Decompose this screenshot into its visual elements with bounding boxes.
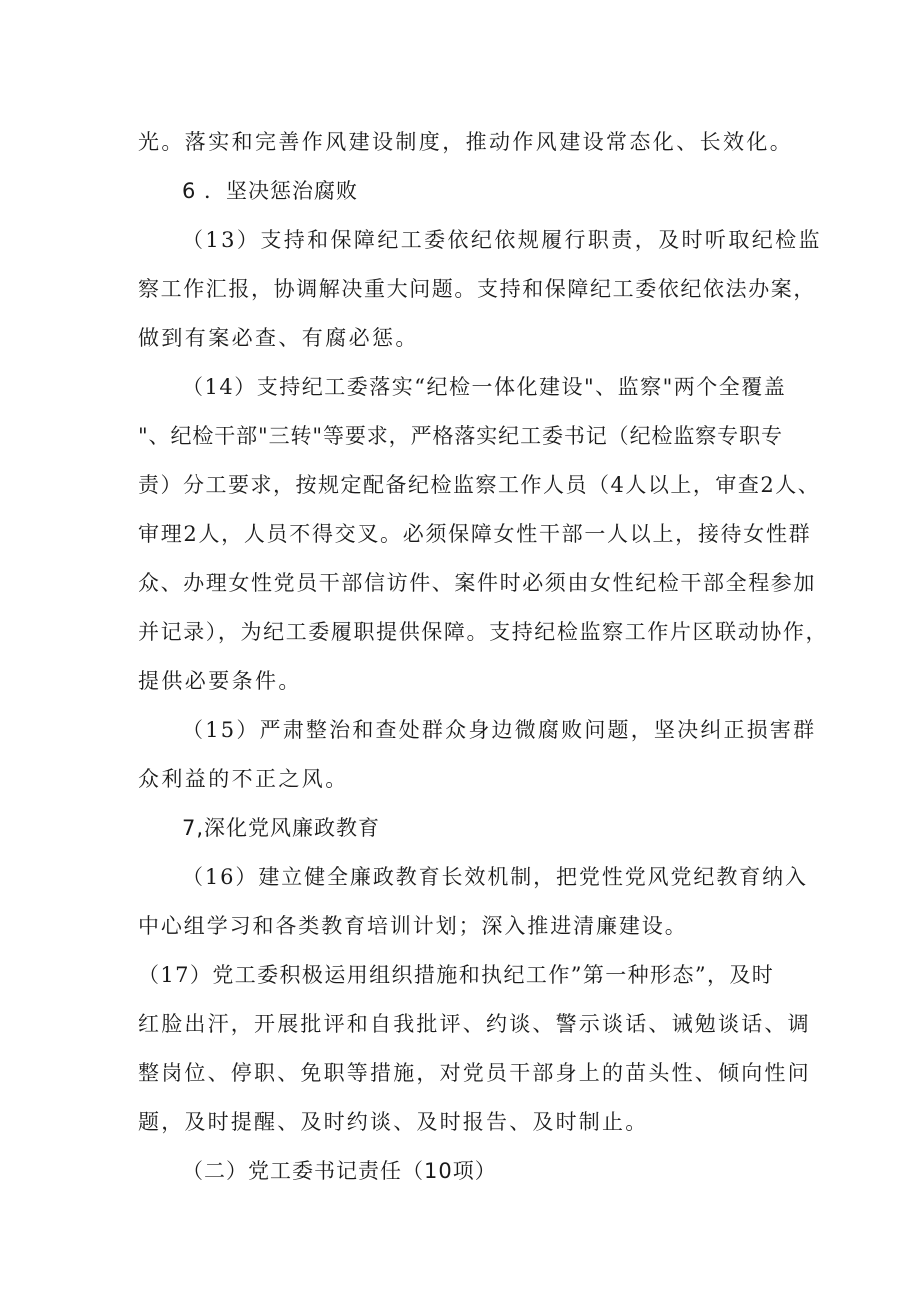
- text-line-17: 中心组学习和各类教育培训计划；深入推进清廉建设。: [138, 914, 688, 938]
- text-line-20: 整岗位、停职、免职等措施，对党员干部身上的苗头性、倾向性问: [138, 1061, 811, 1085]
- text-line-16: （16）建立健全廉政教育长效机制，把党性党风党纪教育纳入: [182, 865, 808, 889]
- text-line-6: （14）支持纪工委落实“纪检一体化建设"、监察"两个全覆盖: [182, 375, 787, 399]
- text-line-7: "、纪检干部"三转"等要求，严格落实纪工委书记（纪检监察专职专: [138, 424, 783, 448]
- section-heading-7: 7,深化党风廉政教育: [182, 816, 381, 840]
- text-line-21: 题，及时提醒、及时约谈、及时报告、及时制止。: [138, 1110, 649, 1134]
- text-line-19: 红脸出汗，开展批评和自我批评、约谈、警示谈话、诫勉谈话、调: [138, 1012, 811, 1036]
- section-heading-6: 6 ．坚决惩治腐败: [182, 179, 359, 203]
- text-line-9: 审理2人，人员不得交叉。必须保障女性干部一人以上，接待女性群: [138, 522, 812, 546]
- text-line-18: （17）党工委积极运用组织措施和执纪工作”第一种形态”，及时: [138, 963, 775, 987]
- text-line-3: （13）支持和保障纪工委依纪依规履行职责，及时听取纪检监: [182, 228, 822, 252]
- section-heading-2: （二）党工委书记责任（10项）: [182, 1159, 497, 1183]
- text-line-8: 责）分工要求，按规定配备纪检监察工作人员（4人以上，审查2人、: [138, 473, 821, 497]
- text-line-12: 提供必要条件。: [138, 669, 302, 693]
- text-line-10: 众、办理女性党员干部信访件、案件时必须由女性纪检干部全程参加: [138, 571, 816, 595]
- text-line-11: 并记录），为纪工委履职提供保障。支持纪检监察工作片区联动协作，: [138, 620, 829, 644]
- text-line-4: 察工作汇报，协调解决重大问题。支持和保障纪工委依纪依法办案，: [138, 277, 816, 301]
- text-line-14: 众利益的不正之风。: [138, 767, 349, 791]
- text-line-1: 光。落实和完善作风建设制度，推动作风建设常态化、长效化。: [138, 130, 794, 154]
- text-line-5: 做到有案必查、有腐必惩。: [138, 326, 419, 350]
- text-line-13: （15）严肃整治和查处群众身边微腐败问题，坚决纠正损害群: [182, 718, 817, 742]
